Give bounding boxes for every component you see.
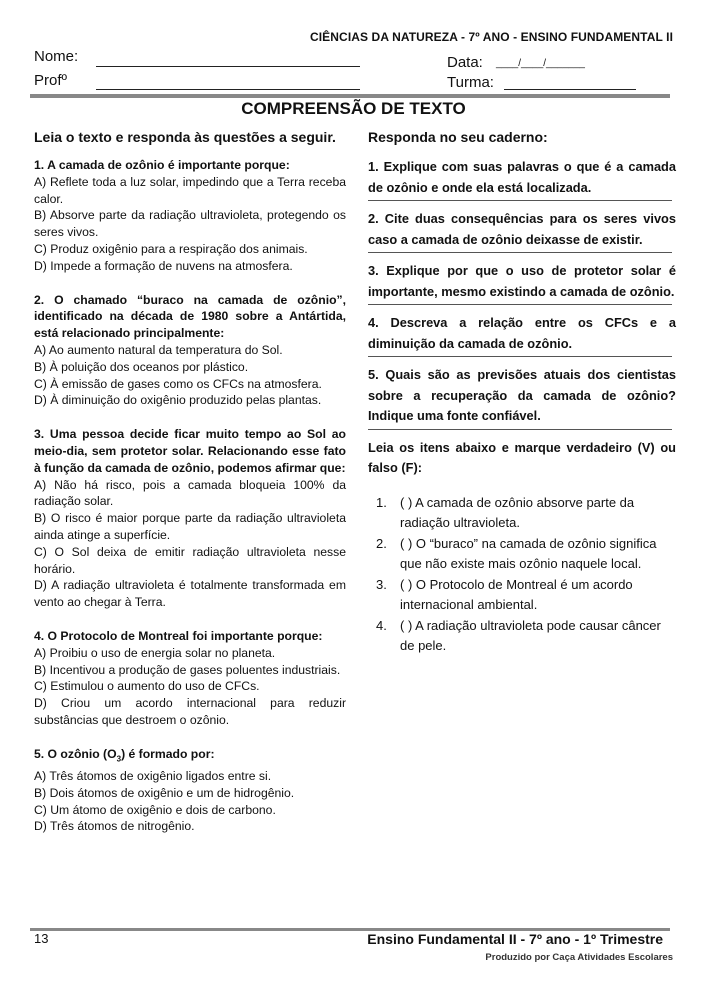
- option[interactable]: A) Não há risco, pois a camada bloqueia 100% da radiação solar.: [34, 477, 346, 509]
- nome-label: Nome:: [34, 48, 79, 65]
- left-column: [30, 126, 346, 852]
- answer-line[interactable]: [368, 200, 672, 201]
- q5-prefix: 5. O ozônio (O: [34, 746, 117, 761]
- page-title: COMPREENSÃO DE TEXTO: [241, 99, 466, 118]
- vf-list: [376, 493, 676, 657]
- option[interactable]: C) Um átomo de oxigênio e dois de carbono.: [34, 802, 276, 817]
- option[interactable]: D) À diminuição do oxigênio produzido pelas plantas.: [34, 393, 322, 408]
- option[interactable]: B) Absorve parte da radiação ultravioleta, protegendo os seres vivos.: [34, 208, 346, 240]
- vf-number: 3.: [376, 576, 387, 592]
- vf-item[interactable]: [376, 575, 676, 616]
- q5-suffix: ) é formado por:: [121, 746, 215, 761]
- vf-number: 2.: [376, 535, 387, 551]
- option[interactable]: B) Incentivou a produção de gases poluentes industriais.: [34, 662, 341, 677]
- turma-field[interactable]: [504, 89, 636, 90]
- open-question-3: 3. Explique por que o uso de protetor solar é importante, mesmo existindo a camada de ozônio.: [368, 263, 676, 299]
- mc-question-3: [34, 426, 346, 611]
- option[interactable]: C) Produz oxigênio para a respiração dos animais.: [34, 241, 308, 256]
- vf-text: ( ) A camada de ozônio absorve parte da radiação ultravioleta.: [400, 494, 635, 530]
- vf-number: 4.: [376, 617, 387, 633]
- option[interactable]: B) O risco é maior porque parte da radiação ultravioleta ainda atinge a superfície.: [34, 511, 346, 542]
- open-question-5: 5. Quais são as previsões atuais dos cientistas sobre a recuperação da camada de ozônio? Indique uma fonte confiável.: [368, 367, 676, 423]
- vf-text: ( ) O “buraco” na camada de ozônio significa que não existe mais ozônio naquele local.: [400, 535, 657, 571]
- option[interactable]: B) À poluição dos oceanos por plástico.: [34, 359, 249, 374]
- prof-label: Profº: [34, 72, 67, 89]
- option[interactable]: D) A radiação ultravioleta é totalmente transformada em vento ao chegar à Terra.: [34, 578, 346, 610]
- header-divider: [30, 94, 670, 98]
- vf-number: 1.: [376, 494, 387, 510]
- mc-question-1: [34, 157, 346, 275]
- data-label: Data:: [447, 54, 483, 71]
- question-text: 2. O chamado “buraco na camada de ozônio”, identificado na década de 1980 sobre a Antártida, está relacionado principalmente:: [34, 292, 346, 341]
- data-field[interactable]: ____/____/_______: [496, 58, 585, 69]
- turma-label: Turma:: [447, 74, 494, 91]
- question-text: 4. O Protocolo de Montreal foi importante porque:: [34, 628, 323, 643]
- option[interactable]: A) Ao aumento natural da temperatura do Sol.: [34, 342, 283, 357]
- option[interactable]: A) Três átomos de oxigênio ligados entre si.: [34, 768, 272, 783]
- open-question-2: 2. Cite duas consequências para os seres vivos caso a camada de ozônio deixasse de existir.: [368, 211, 676, 247]
- question-text: [34, 746, 346, 768]
- vf-item[interactable]: [376, 616, 676, 657]
- prof-field[interactable]: [96, 89, 360, 90]
- answer-line[interactable]: [368, 252, 672, 253]
- option[interactable]: D) Impede a formação de nuvens na atmosfera.: [34, 258, 293, 273]
- right-column: [368, 126, 676, 657]
- mc-question-4: [34, 628, 346, 729]
- subject-header: CIÊNCIAS DA NATUREZA - 7º ANO - ENSINO FUNDAMENTAL II: [309, 30, 673, 44]
- vf-heading: Leia os itens abaixo e marque verdadeiro (V) ou falso (F):: [368, 439, 676, 475]
- vf-item[interactable]: [376, 493, 676, 534]
- option[interactable]: C) À emissão de gases como os CFCs na atmosfera.: [34, 376, 322, 391]
- q5-subscript: 3: [116, 754, 122, 764]
- vf-text: ( ) A radiação ultravioleta pode causar câncer de pele.: [400, 617, 661, 653]
- nome-field[interactable]: [96, 66, 360, 67]
- mc-question-2: [34, 292, 346, 410]
- mc-question-5: [34, 746, 346, 835]
- vf-text: ( ) O Protocolo de Montreal é um acordo internacional ambiental.: [400, 576, 633, 612]
- option[interactable]: A) Reflete toda a luz solar, impedindo que a Terra receba calor.: [34, 174, 346, 206]
- answer-line[interactable]: [368, 304, 672, 305]
- option[interactable]: C) Estimulou o aumento do uso de CFCs.: [34, 679, 260, 694]
- option[interactable]: D) Criou um acordo internacional para reduzir substâncias que destroem o ozônio.: [34, 696, 346, 727]
- option[interactable]: A) Proibiu o uso de energia solar no planeta.: [34, 645, 276, 660]
- option[interactable]: C) O Sol deixa de emitir radiação ultravioleta nesse horário.: [34, 544, 346, 576]
- open-question-1: 1. Explique com suas palavras o que é a camada de ozônio e onde ela está localizada.: [368, 159, 676, 195]
- page-number: 13: [34, 931, 49, 946]
- answer-line[interactable]: [368, 429, 672, 430]
- answer-line[interactable]: [368, 356, 672, 357]
- footer-course: Ensino Fundamental II - 7º ano - 1º Trimestre: [367, 931, 663, 947]
- left-heading: Leia o texto e responda às questões a seguir.: [34, 129, 336, 145]
- footer-credit: Produzido por Caça Atividades Escolares: [485, 952, 673, 963]
- right-heading: Responda no seu caderno:: [368, 129, 548, 145]
- question-text: 3. Uma pessoa decide ficar muito tempo ao Sol ao meio-dia, sem protetor solar. Relacionando esse fato à função da camada de ozônio, podemos afirmar que:: [34, 427, 346, 475]
- vf-item[interactable]: [376, 534, 676, 575]
- open-question-4: 4. Descreva a relação entre os CFCs e a diminuição da camada de ozônio.: [368, 315, 676, 351]
- question-text: 1. A camada de ozônio é importante porque:: [34, 158, 290, 172]
- option[interactable]: B) Dois átomos de oxigênio e um de hidrogênio.: [34, 785, 295, 800]
- option[interactable]: D) Três átomos de nitrogênio.: [34, 819, 195, 834]
